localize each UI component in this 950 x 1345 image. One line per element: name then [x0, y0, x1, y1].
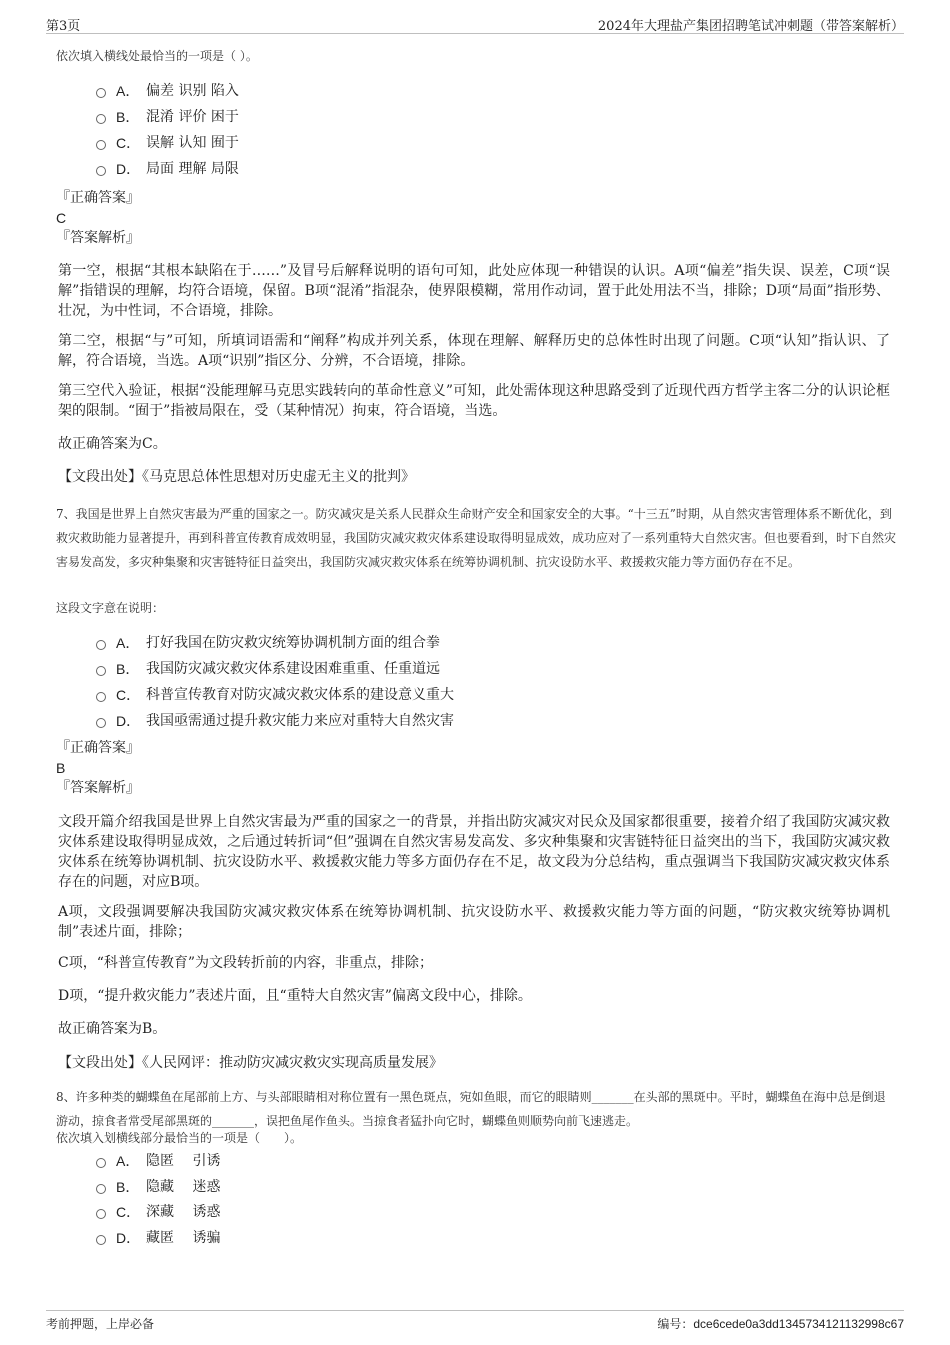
- q6-analysis-conclusion: 故正确答案为C。: [58, 436, 167, 452]
- q7-analysis-p2: A项，文段强调要解决我国防灾减灾救灾体系在统筹协调机制、抗灾设防水平、救援救灾能力等方面的问题，“防灾救灾统筹协调机制”表述片面，排除；: [58, 904, 890, 940]
- q6-analysis-p2: 第二空，根据“与”可知，所填词语需和“阐释”构成并列关系，体现在理解、解释历史的总体性时出现了问题。C项“认知”指认识、了解，符合语境，当选。A项“识别”指区分、分辨，不合语境，排除。: [58, 333, 890, 369]
- document-title: 2024年大理盐产集团招聘笔试冲刺题（带答案解析）: [597, 19, 904, 34]
- radio-icon[interactable]: [96, 1209, 106, 1219]
- radio-icon[interactable]: [96, 692, 106, 702]
- q7-stem: 7、我国是世界上自然灾害最为严重的国家之一。防灾减灾是关系人民群众生命财产安全和国家安全的大事。“十三五”时期，从自然灾害管理体系不断优化，到救灾救助能力显著提升，再到科普宣传教育成效明显，我国防灾减灾救灾体系建设取得明显成效，成功应对了一系列重特大自然灾害。但也要看到，时下自然灾害易发高发，多灾种集聚和灾害链特征日益突出，我国防灾减灾救灾体系在统筹协调机制、抗灾设防水平、救援救灾能力等方面仍存在不足。: [56, 507, 897, 569]
- radio-icon[interactable]: [96, 88, 106, 98]
- document-code: [657, 1315, 904, 1332]
- q6-option-b[interactable]: B． 混淆 评价 困于: [96, 104, 239, 130]
- page-header: [46, 14, 904, 34]
- q7-analysis-p4: D项，“提升救灾能力”表述片面，且“重特大自然灾害”偏离文段中心，排除。: [58, 988, 532, 1004]
- page-footer: [46, 1310, 904, 1336]
- q8-option-c[interactable]: C． 深藏 诱惑: [96, 1199, 220, 1225]
- q8-question: 依次填入划横线部分最恰当的一项是（ ）。: [56, 1131, 303, 1145]
- radio-icon[interactable]: [96, 718, 106, 728]
- q6-answer-label: 『正确答案』: [56, 190, 140, 206]
- q6-option-d[interactable]: D． 局面 理解 局限: [96, 156, 239, 182]
- q6-answer: C: [56, 210, 67, 226]
- q8-option-a[interactable]: A． 隐匿 引诱: [96, 1148, 220, 1174]
- q7-question: 这段文字意在说明：: [56, 601, 165, 615]
- radio-icon[interactable]: [96, 640, 106, 650]
- q6-stem-tail: 依次填入横线处最恰当的一项是（ ）。: [56, 49, 258, 63]
- q8-stem: 8、许多种类的蝴蝶鱼在尾部前上方、与头部眼睛相对称位置有一黑色斑点，宛如鱼眼，而它的眼睛则_______在头部的黑斑中。平时，蝴蝶鱼在海中总是倒退游动，掠食者常受尾部黑斑的_______，误把鱼尾作鱼头。当掠食者猛扑向它时，蝴蝶鱼则顺势向前飞速逃走。: [56, 1090, 886, 1128]
- q6-analysis-p1: 第一空，根据“其根本缺陷在于……”及冒号后解释说明的语句可知，此处应体现一种错误的认识。A项“偏差”指失误、误差，C项“误解”指错误的理解，均符合语境，保留。B项“混淆”指混杂，使界限模糊，常用作动词，置于此处用法不当，排除；D项“局面”指形势、壮况，为中性词，不合语境，排除。: [58, 263, 890, 319]
- q6-source: 【文段出处】《马克思总体性思想对历史虚无主义的批判》: [58, 469, 415, 485]
- q7-answer: B: [56, 760, 66, 776]
- q7-analysis-label: 『答案解析』: [56, 780, 140, 796]
- q7-source: 【文段出处】《人民网评：推动防灾减灾救灾实现高质量发展》: [58, 1055, 443, 1071]
- q6-option-c[interactable]: C． 误解 认知 囿于: [96, 130, 239, 156]
- radio-icon[interactable]: [96, 114, 106, 124]
- radio-icon[interactable]: [96, 140, 106, 150]
- q7-option-c[interactable]: C． 科普宣传教育对防灾减灾救灾体系的建设意义重大: [96, 682, 454, 708]
- q7-analysis-p1: 文段开篇介绍我国是世界上自然灾害最为严重的国家之一的背景，并指出防灾减灾对民众及国家都很重要，接着介绍了我国防灾减灾救灾体系建设取得明显成效，之后通过转折词“但”强调在自然灾害易发高发、多灾种集聚和灾害链特征日益突出的当下，我国防灾减灾救灾体系在统筹协调机制、抗灾设防水平、救援救灾能力等多方面仍存在不足，故文段为分总结构，重点强调当下我国防灾减灾救灾体系存在的问题，对应B项。: [58, 814, 890, 890]
- q6-analysis-p3: 第三空代入验证，根据“没能理解马克思实践转向的革命性意义”可知，此处需体现这种思路受到了近现代西方哲学主客二分的认识论框架的限制。“囿于”指被局限在，受（某种情况）拘束，符合语境，当选。: [58, 383, 890, 419]
- document-code-value: dce6cede0a3dd1345734121132998c67: [693, 1317, 904, 1331]
- radio-icon[interactable]: [96, 1184, 106, 1194]
- q7-answer-label: 『正确答案』: [56, 740, 140, 756]
- q7-analysis-conclusion: 故正确答案为B。: [58, 1021, 167, 1037]
- q6-analysis-label: 『答案解析』: [56, 230, 140, 246]
- q7-option-a[interactable]: A． 打好我国在防灾救灾统筹协调机制方面的组合拳: [96, 630, 440, 656]
- q6-option-a[interactable]: A． 偏差 识别 陷入: [96, 78, 239, 104]
- q7-analysis-p3: C项，“科普宣传教育”为文段转折前的内容，非重点，排除；: [58, 955, 434, 971]
- radio-icon[interactable]: [96, 666, 106, 676]
- document-code-label: 编号：: [657, 1317, 694, 1331]
- page-number: 第3页: [46, 19, 81, 34]
- radio-icon[interactable]: [96, 1235, 106, 1245]
- footer-slogan: 考前押题，上岸必备: [46, 1317, 155, 1331]
- radio-icon[interactable]: [96, 166, 106, 176]
- q7-option-b[interactable]: B． 我国防灾减灾救灾体系建设困难重重、任重道远: [96, 656, 440, 682]
- q8-option-d[interactable]: D． 藏匿 诱骗: [96, 1225, 220, 1251]
- q8-option-b[interactable]: B． 隐藏 迷惑: [96, 1174, 220, 1200]
- q7-option-d[interactable]: D． 我国亟需通过提升救灾能力来应对重特大自然灾害: [96, 708, 454, 734]
- radio-icon[interactable]: [96, 1158, 106, 1168]
